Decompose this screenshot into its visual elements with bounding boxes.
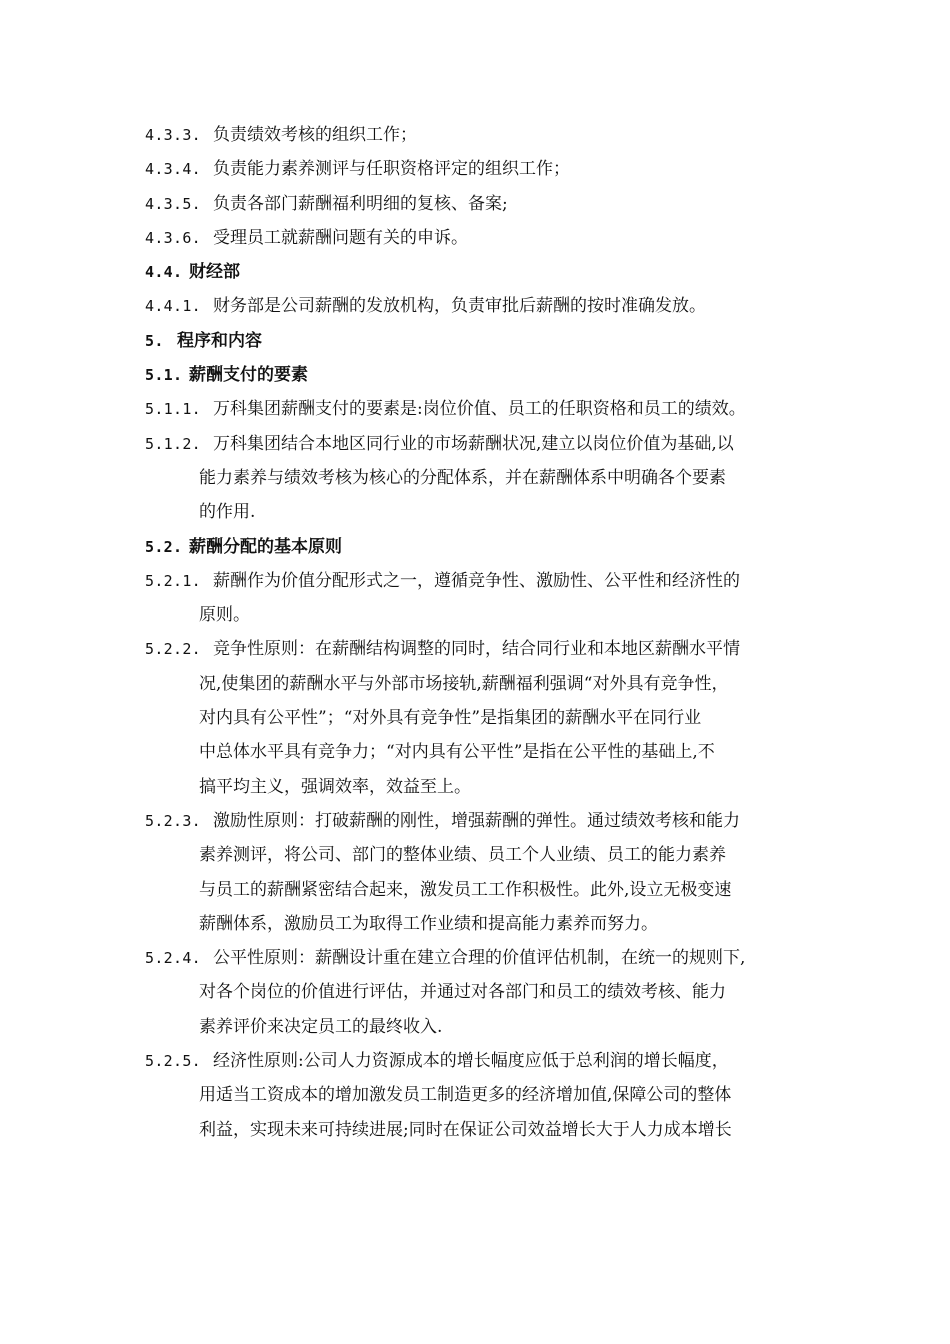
- text-line: 薪酬体系，激励员工为取得工作业绩和提高能力素养而努力。: [199, 913, 658, 934]
- section-number: 5.2.5.: [145, 1052, 201, 1071]
- paragraph-4-4-1: [145, 289, 825, 323]
- text-line: 原则。: [199, 605, 250, 626]
- text-line: 薪酬作为价值分配形式之一，遵循竞争性、激励性、公平性和经济性的: [213, 570, 740, 591]
- section-number: 5.2.: [145, 537, 183, 556]
- section-number: 4.4.: [145, 263, 183, 282]
- paragraph-text: [213, 118, 417, 152]
- section-number: 5.2.1.: [145, 571, 201, 590]
- text-line: 财经部: [189, 262, 240, 283]
- text-line: 对各个岗位的价值进行评估，并通过对各部门和员工的绩效考核、能力: [199, 982, 726, 1003]
- section-number: 4.3.5.: [145, 194, 201, 213]
- text-line: 能力素养与绩效考核为核心的分配体系，并在薪酬体系中明确各个要素: [199, 467, 726, 488]
- section-number: 4.3.6.: [145, 228, 201, 247]
- paragraph-5-2: [145, 530, 825, 564]
- section-number: 5.2.3.: [145, 811, 201, 830]
- paragraph-5-2-2: [145, 632, 825, 803]
- paragraph-4-4: [145, 255, 825, 289]
- section-number: 5.1.1.: [145, 400, 201, 419]
- text-line: 素养评价来决定员工的最终收入.: [199, 1016, 443, 1037]
- paragraph-text: [199, 941, 746, 1044]
- text-line: 薪酬分配的基本原则: [189, 536, 342, 557]
- text-line: 公平性原则：薪酬设计重在建立合理的价值评估机制，在统一的规则下,: [213, 948, 746, 969]
- paragraph-text: [189, 255, 240, 289]
- paragraph-4-3-4: [145, 152, 825, 186]
- paragraph-text: [213, 289, 706, 323]
- paragraph-5-1: [145, 358, 825, 392]
- paragraph-text: [199, 564, 740, 633]
- text-line: 素养测评，将公司、部门的整体业绩、员工个人业绩、员工的能力素养: [199, 845, 726, 866]
- section-number: 5.: [145, 331, 164, 350]
- paragraph-text: [213, 221, 468, 255]
- text-line: 薪酬支付的要素: [189, 365, 308, 386]
- paragraph-4-3-6: [145, 221, 825, 255]
- text-line: 用适当工资成本的增加激发员工制造更多的经济增加值,保障公司的整体: [199, 1085, 732, 1106]
- paragraph-text: [189, 358, 308, 392]
- text-line: 万科集团薪酬支付的要素是:岗位价值、员工的任职资格和员工的绩效。: [213, 399, 746, 420]
- section-number: 4.3.4.: [145, 160, 201, 179]
- paragraph-5-1-2: [145, 427, 825, 530]
- text-line: 况,使集团的薪酬水平与外部市场接轨,薪酬福利强调“对外具有竞争性，: [199, 673, 729, 694]
- text-line: 万科集团结合本地区同行业的市场薪酬状况,建立以岗位价值为基础,以: [213, 433, 734, 454]
- paragraph-text: [213, 392, 746, 426]
- section-number: 4.3.3.: [145, 126, 201, 144]
- section-number: 4.4.1.: [145, 297, 201, 316]
- text-line: 对内具有公平性”；“对外具有竞争性”是指集团的薪酬水平在同行业: [199, 708, 702, 729]
- text-line: 财务部是公司薪酬的发放机构，负责审批后薪酬的按时准确发放。: [213, 296, 706, 317]
- paragraph-5: [145, 324, 825, 358]
- text-line: 中总体水平具有竞争力；“对内具有公平性”是指在公平性的基础上,不: [199, 742, 715, 763]
- text-line: 利益，实现未来可持续进展;同时在保证公司效益增长大于人力成本增长: [199, 1119, 732, 1140]
- paragraph-5-2-4: [145, 941, 825, 1044]
- paragraph-5-2-3: [145, 804, 825, 941]
- text-line: 搞平均主义，强调效率，效益至上。: [199, 776, 471, 797]
- paragraph-text: [189, 530, 342, 564]
- paragraph-text: [199, 804, 740, 941]
- paragraph-text: [199, 1044, 732, 1147]
- section-number: 5.2.4.: [145, 949, 201, 968]
- section-number: 5.1.: [145, 366, 183, 385]
- text-line: 负责能力素养测评与任职资格评定的组织工作；: [213, 159, 570, 180]
- text-line: 程序和内容: [177, 330, 262, 351]
- paragraph-text: [199, 427, 734, 530]
- section-number: 5.1.2.: [145, 434, 201, 453]
- paragraph-text: [213, 152, 570, 186]
- paragraph-5-2-5: [145, 1044, 825, 1147]
- paragraph-5-1-1: [145, 392, 825, 426]
- paragraph-text: [213, 187, 508, 221]
- text-line: 的作用.: [199, 502, 256, 523]
- text-line: 与员工的薪酬紧密结合起来，激发员工工作积极性。此外,设立无极变速: [199, 879, 732, 900]
- text-line: 经济性原则:公司人力资源成本的增长幅度应低于总利润的增长幅度，: [213, 1051, 729, 1072]
- paragraph-4-3-5: [145, 187, 825, 221]
- text-line: 负责绩效考核的组织工作；: [213, 125, 417, 145]
- text-line: 受理员工就薪酬问题有关的申诉。: [213, 227, 468, 248]
- section-number: 5.2.2.: [145, 640, 201, 659]
- text-line: 负责各部门薪酬福利明细的复核、备案;: [213, 193, 508, 214]
- text-line: 竞争性原则：在薪酬结构调整的同时，结合同行业和本地区薪酬水平情: [213, 639, 740, 660]
- paragraph-5-2-1: [145, 564, 825, 633]
- paragraph-text: [199, 632, 740, 803]
- text-line: 激励性原则：打破薪酬的刚性，增强薪酬的弹性。通过绩效考核和能力: [213, 810, 740, 831]
- document-body: [145, 118, 825, 1147]
- paragraph-text: [177, 324, 262, 358]
- paragraph-4-3-3: [145, 118, 825, 152]
